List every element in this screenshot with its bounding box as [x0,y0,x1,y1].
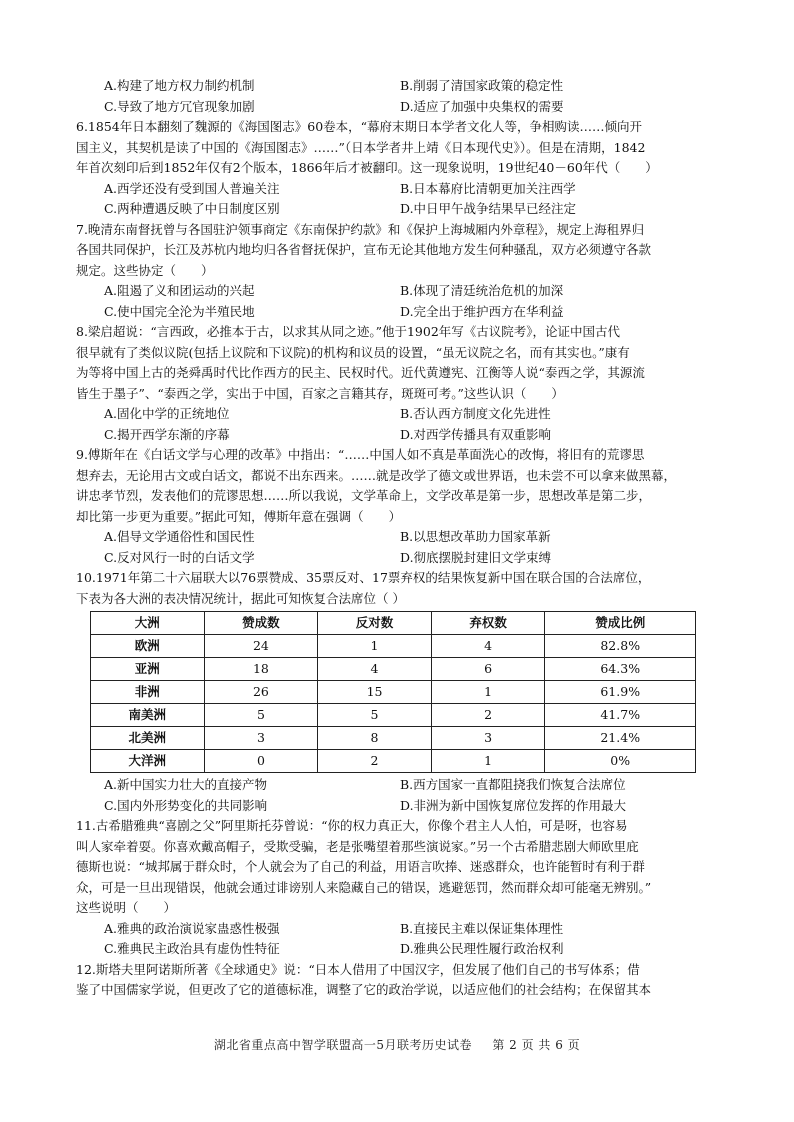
q12-text-line: 12.斯塔夫里阿诺斯所著《全球通史》说：“日本人借用了中国汉字，但发展了他们自己的书写体系；借 [76,961,640,977]
table-cell: 5 [318,704,432,727]
q9-option-b: B.以思想改革助力国家革新 [400,529,551,544]
q8-option-b: B.否认西方制度文化先进性 [400,406,551,421]
q6-option-b: B.日本幕府比清朝更加关注西学 [400,180,576,196]
q7-option-d: D.完全出于维护西方在华利益 [400,303,564,319]
vote-table-header: 反对数 [318,612,432,635]
q9-text-line: 想弃去，无论用古文或白话文，都说不出东西来。……就是改学了德文或世界语，也未尝不可以拿来做黑幕， [76,467,677,483]
q11-text-line: 这些说明（ ） [76,900,177,915]
q8-option-c: C.揭开西学东渐的序幕 [104,426,230,442]
table-row [91,635,696,658]
q7-options [76,281,716,322]
q8-options [76,404,716,445]
question-7 [76,220,716,282]
table-cell: 1 [318,635,432,658]
q8-option-a: A.固化中学的正统地位 [104,406,230,421]
table-cell: 0 [204,750,318,773]
table-cell: 18 [204,658,318,681]
table-cell: 8 [318,727,432,750]
q7-text-line: 规定。这些协定（ ） [76,262,214,278]
table-cell-continent: 北美洲 [91,727,205,750]
q11-text-line: 德斯也说：“城邦属于群众时，个人就会为了自己的利益，用语言吹捧、迷惑群众，也许能暂时有利于群 [76,859,645,874]
vote-table-header: 赞成比例 [545,612,696,635]
table-cell: 82.8% [545,635,696,658]
q6-option-c: C.两种遭遇反映了中日制度区别 [104,201,280,216]
q10-option-a: A.新中国实力壮大的直接产物 [104,777,268,792]
page-number: 第 2 页 共 6 页 [492,1038,581,1052]
q6-option-d: D.中日甲午战争结果早已经注定 [400,201,577,216]
table-cell: 64.3% [545,658,696,681]
q10-text-line: 10.1971年第二十六届联大以76票赞成、35票反对、17票弃权的结果恢复新中国在联合国的合法席位， [76,570,651,585]
table-cell: 41.7% [545,704,696,727]
q5-option-b: B.削弱了清国家政策的稳定性 [400,78,564,93]
vote-table-header: 弃权数 [431,612,545,635]
q8-text-line: 为等将中国上古的尧舜禹时代比作西方的民主、民权时代。近代黄遵宪、江衡等人说“泰西之学，其源流 [76,365,645,380]
question-8 [76,322,716,404]
table-cell: 26 [204,681,318,704]
q10-option-c: C.国内外形势变化的共同影响 [104,797,268,813]
table-cell-continent: 欧洲 [91,635,205,658]
q5-option-c: C.导致了地方冗官现象加剧 [104,98,255,114]
table-cell: 2 [431,704,545,727]
q7-option-c: C.使中国完全沦为半殖民地 [104,303,255,319]
table-row [91,658,696,681]
page-footer [0,1036,794,1053]
q9-option-c: C.反对风行一时的白话文学 [104,549,255,565]
q9-options [76,527,716,568]
q6-text-line: 年首次刻印后到1852年仅有2个版本，1866年后才被翻印。这一现象说明，19世纪40－60年代（ ） [76,160,658,175]
q5-option-a: A.构建了地方权力制约机制 [104,78,255,93]
q11-text-line: 叫人家牵着耍。你喜欢戴高帽子，受欺受骗，老是张嘴望着那些演说家。”另一个古希腊悲剧大师欧里庇 [76,838,639,854]
q10-options [76,775,716,816]
table-cell-continent: 南美洲 [91,704,205,727]
table-cell-continent: 亚洲 [91,658,205,681]
table-row [91,704,696,727]
table-cell: 3 [204,727,318,750]
q6-options [76,179,716,220]
q11-text-line: 众，可是一旦出现错误，他就会通过诽谤别人来隐藏自己的错误，逃避惩罚，然而群众却可能毫无辨别。” [76,879,652,895]
q8-text-line: 8.梁启超说：“言西政，必推本于古，以求其从同之迹。”他于1902年写《古议院考》，论证中国古代 [76,324,621,339]
q6-text-line: 6.1854年日本翻刻了魏源的《海国图志》60卷本，“幕府末期日本学者文化人等，争相购读……倾向开 [76,119,643,134]
q8-text-line: 很早就有了类似议院(包括上议院和下议院)的机构和议员的设置，“虽无议院之名，而有其实也。”康有 [76,344,630,360]
table-cell-continent: 大洋洲 [91,750,205,773]
vote-table-header-row [91,612,696,635]
q9-text-line: 却比第一步更为重要。”据此可知，傅斯年意在强调（ ） [76,508,402,524]
q11-option-d: D.雅典公民理性履行政治权利 [400,941,564,956]
q7-text-line: 7.晚清东南督抚曾与各国驻沪领事商定《东南保护约款》和《保护上海城厢内外章程》，规定上海租界归 [76,221,645,237]
q7-option-a: A.阻遏了义和团运动的兴起 [104,283,255,298]
q12-text-line: 鉴了中国儒家学说，但更改了它的道德标准，调整了它的政治学说，以适应他们的社会结构；在保留其本 [76,982,652,997]
q10-option-b: B.西方国家一直都阻挠我们恢复合法席位 [400,777,626,792]
exam-title: 湖北省重点高中智学联盟高一5月联考历史试卷 [213,1038,472,1052]
q7-text-line: 各国共同保护，长江及苏杭内地均归各省督抚保护，宣布无论其他地方发生何种骚乱，双方必须遵守各款 [76,242,652,257]
question-9 [76,445,716,527]
page-content [76,76,716,1001]
vote-table-header: 大洲 [91,612,205,635]
table-cell: 1 [431,681,545,704]
table-cell: 6 [431,658,545,681]
vote-table [90,611,696,773]
table-cell: 2 [318,750,432,773]
q11-text-line: 11.古希腊雅典“喜剧之父”阿里斯托芬曾说：“你的权力真正大，你像个君主人人怕，可是呀，也容易 [76,818,628,833]
q9-text-line: 讲忠孝节烈，发表他们的荒谬思想……所以我说，文学革命上，文学改革是第一步，思想改革是第二步， [76,488,652,503]
vote-table-header: 赞成数 [204,612,318,635]
q10-option-d: D.非洲为新中国恢复席位发挥的作用最大 [400,797,627,813]
q9-option-d: D.彻底摆脱封建旧文学束缚 [400,549,552,565]
table-cell: 21.4% [545,727,696,750]
question-11 [76,816,716,919]
q8-text-line: 皆生于墨子”、“泰西之学，实出于中国，百家之言籍其存，斑斑可考。”这些认识（ ） [76,385,564,401]
table-cell-continent: 非洲 [91,681,205,704]
q9-option-a: A.倡导文学通俗性和国民性 [104,529,255,544]
q8-option-d: D.对西学传播具有双重影响 [400,426,552,442]
table-cell: 15 [318,681,432,704]
table-row [91,750,696,773]
q11-option-b: B.直接民主难以保证集体理性 [400,920,564,936]
q6-option-a: A.西学还没有受到国人普遍关注 [104,180,280,196]
table-cell: 0% [545,750,696,773]
table-cell: 5 [204,704,318,727]
q9-text-line: 9.傅斯年在《白话文学与心理的改革》中指出：“……中国人如不真是革面洗心的改悔，将旧有的荒谬思 [76,447,645,462]
question-6 [76,117,716,179]
table-cell: 24 [204,635,318,658]
table-cell: 4 [318,658,432,681]
question-10 [76,568,716,609]
table-cell: 3 [431,727,545,750]
q10-text-line: 下表为各大洲的表决情况统计，据此可知恢复合法席位（ ） [76,590,405,606]
q11-option-c: C.雅典民主政治具有虚伪性特征 [104,941,280,956]
q11-option-a: A.雅典的政治演说家蛊惑性极强 [104,920,280,936]
q6-text-line: 国主义，其契机是读了中国的《海国图志》……”（日本学者井上靖《日本现代史》）。但是在清期，1842 [76,139,646,155]
q11-options [76,919,716,960]
table-cell: 4 [431,635,545,658]
table-cell: 61.9% [545,681,696,704]
q5-options [76,76,716,117]
q5-option-d: D.适应了加强中央集权的需要 [400,98,564,114]
table-cell: 1 [431,750,545,773]
q7-option-b: B.体现了清廷统治危机的加深 [400,283,564,298]
question-12 [76,960,716,1001]
table-row [91,727,696,750]
table-row [91,681,696,704]
